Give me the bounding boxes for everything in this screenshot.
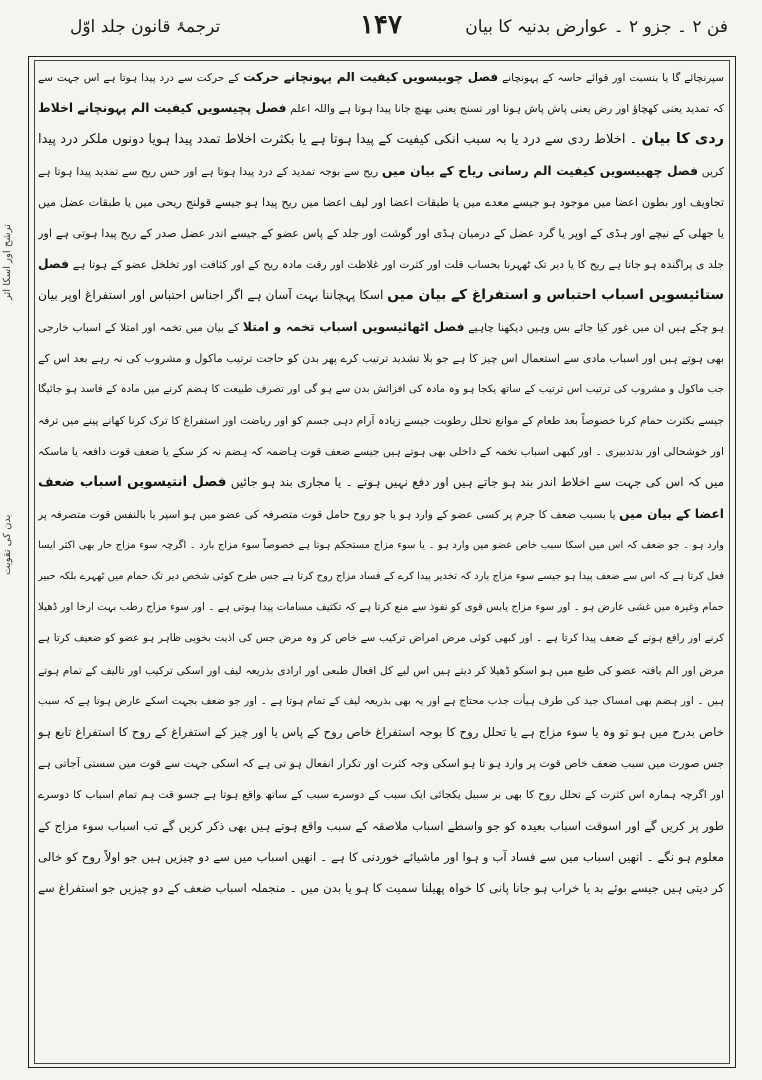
text-line	[38, 873, 724, 904]
text-line	[38, 655, 724, 686]
line-text: میں کہ اس کی جہت سے اخلاط اندر بند ہو جاتے ہیں اور دفع نہیں ہوتے ۔ یا مجاری بند ہو جائیں	[226, 475, 724, 490]
text-line	[38, 561, 724, 592]
section-heading: فصل انتیسویں اسباب ضعف	[38, 474, 227, 491]
header-book-title: ترجمۂ قانون جلد اوّل	[70, 17, 221, 37]
line-text: کریں	[698, 164, 724, 178]
text-line	[38, 779, 724, 810]
text-line	[38, 530, 724, 561]
line-text: جب ماکول و مشروب کی ترتیب اس ترتیب کے ساتھ یکجا ہو وہ مادہ کی افزائش بدن سے ہو گی اور تصرف طبیعت کا ہضم کرنے میں مادہ کے فاسد ہو جائیگا	[38, 382, 724, 395]
section-heading: فصل چوبیسویں کیفیت الم پہونچانے حرکت	[243, 70, 499, 84]
margin-note: ترشح اور اسکا اثر	[2, 224, 13, 300]
line-text: خاص بدرح میں ہو تو وہ یا سوء مزاج ہے یا تحلل روح کا بوجہ استفراغ خاص روح کے پاس یا اور چیز کے استفراغ کے روح کا استفراغ تابع ہو	[38, 724, 724, 739]
line-text: جیسے بکثرت حمام کرنا خصوصاً بعد طعام کے موانع تحلل رطوبت جیسے زیادہ آرام دہی جسم کو اور ریاضت اور استفراغ کا ترک کرنا کھانے پینے میں ترفہ	[38, 414, 724, 428]
line-text: اور خوشحالی اور بدتدبیری ۔ اور کبھی اسباب تخمہ کے داخلی بھی ہوتے ہیں جیسے ضعف قوت ہاضمہ کہ ہضم نہ کر سکے یا ضعف قوت دافعہ یا ماسکہ	[38, 445, 724, 459]
line-text: اسکا پہچاننا بہت آسان ہے اگر اجناس احتباس اور استفراغ اوپر بیان	[38, 288, 388, 303]
line-text: اور اگرچہ ہمارہ اس کثرت کے تحلل روح کا بھی بر سبیل یکجائی ایک سبب کے دوسرے سبب کے ساتھ واقع ہوتا ہے جسو قت ہم تمام اسباب کا دوسرے	[38, 788, 724, 802]
text-line	[38, 748, 724, 779]
line-text: ریح سے بوجہ تمدید کے درد پیدا ہوتا ہے اور حس ریح سے تمدید پیدا ہوتا ہے	[38, 164, 382, 178]
section-heading: فصل اٹھائیسویں اسباب تخمہ و امتلا	[242, 319, 465, 334]
text-line	[38, 280, 724, 311]
line-text: حمام وغیرہ میں غشی عارض ہو ۔ اور سوء مزاج یابس قوی کو نفوذ سے منع کرتا ہے کہ تکثیف مسامات پیدا ہوتی ہے ۔ اور سوء مزاج رطب بہت ارخا اور ڈھیلا	[38, 601, 724, 614]
section-heading: فصل	[38, 257, 70, 272]
body-text	[38, 62, 724, 1062]
text-line	[38, 499, 724, 530]
line-text: معلوم ہو نگے ۔ انھیں اسباب میں سے فساد آب و ہوا اور ماشیائے خوردنی کا ہے ۔ انھیں اسباب میں سے دو چیزیں ہیں جو اولاً روح کو خالی	[38, 849, 724, 864]
text-line	[38, 842, 724, 873]
text-line	[38, 623, 724, 654]
header-section-title: فن ۲ ۔ جزو ۲ ۔ عوارض بدنیہ کا بیان	[465, 17, 728, 37]
section-heading: ستائیسویں اسباب احتباس و استفراغ کے بیان میں	[387, 287, 724, 304]
line-text: یا جھلی کے نیچے اور ہڈی کے اوپر یا گرد عضل کے درمیان ہڈی اور گوشت اور جلد کے پاس عضو کے جیسے اندر عضل صدر کے ریح پیدا ہوتی ہے اور	[38, 226, 724, 240]
text-line	[38, 436, 724, 467]
line-text: وارد ہو ۔ جو ضعف کہ اس میں اسکا سبب خاص عضو میں وارد ہو ۔ یا سوء مزاج مستحکم ہوتا ہے خصوصاً سوء مزاج بارد ۔ اگرچہ سوء مزاج حار بھی اکثر ایسا	[38, 539, 724, 551]
text-line	[38, 62, 724, 93]
line-text: مرض اور الم یافتہ عضو کی طبع میں ہو اسکو ڈھیلا کر دیتے ہیں اس لیے کل افعال طبعی اور ارادی بذریعہ لیف اور اسکی ترکیب اور تالیف کے تمام ہوتے	[38, 663, 724, 677]
line-text: بھی ہوتے ہیں اور اسباب مادی سے استعمال اس چیز کا ہے جو بلا تشدید ترتیب کرے پھر بدن کو حاجت ترتیب ماکول و مشروب کی نہ رہے بعد اس کے	[38, 351, 724, 365]
text-line	[38, 811, 724, 842]
section-heading: اعضا کے بیان میں	[619, 506, 724, 521]
section-heading: فصل پچیسویں کیفیت الم پہونچانے اخلاط	[38, 101, 287, 116]
line-text: ہیں ۔ اور ہضم بھی امساک جید کی طرف ہیأت جذب محتاج ہے اور یہ بھی بذریعہ لیف کے تمام ہوتا ہے ۔ اور جو ضعف بجہت اسکے عارض ہوتا ہے کہ سبب	[38, 694, 724, 707]
text-line	[38, 312, 724, 343]
text-line	[38, 592, 724, 623]
margin-note: بدن کی تقویت	[2, 514, 13, 575]
line-text: کے حرکت سے درد پیدا ہوتا ہے اس جہت سے	[38, 72, 244, 84]
text-line	[38, 405, 724, 436]
text-line	[38, 124, 724, 155]
text-line	[38, 374, 724, 405]
line-text: ۔ اخلاط ردی سے درد یا بہ سبب انکی کیفیت کے پیدا ہوتا ہے یا بکثرت اخلاط تمدد پیدا ہویا دونوں ملکر درد پیدا	[38, 132, 642, 148]
page-number: ۱۴۷	[360, 10, 402, 40]
line-text: یا بسبب ضعف کا جرم پر کسی عضو کے وارد ہو یا جو روح حامل قوت متصرفہ کی عضو میں ہو اسپر یا بالنفس قوت متصرفہ پر	[38, 507, 620, 521]
line-text: فعل کرتا ہے کہ اس سے ضعف پیدا ہو جیسے سوء مزاج بارد کہ تخدیر پیدا کرے کے فساد مزاج روح کرتا ہے جس طرح کوئی شخص دیر تک حمام میں ٹھہرے بلکہ حبیر	[38, 571, 724, 582]
line-text: جلد ی پراگندہ ہو جاتا ہے ریح کا یا دیر تک ٹھہرنا بحساب قلت اور کثرت اور غلاظت اور رقت مادہ ریح کے اور کثافت اور تخلخل عضو کے ہوتا ہے	[69, 258, 724, 272]
line-text: طور پر کریں گے اور اسوقت اسباب بعیدہ کو جو واسطے اسباب ملاصقہ کے سبب واقع ہوتے ہیں بھی ذکر کریں گے تب اسباب سوء مزاج کے	[38, 818, 724, 833]
line-text: سپرنچائے گا یا بنسبت اور قوائے حاسہ کے پہونچانے	[498, 72, 724, 84]
text-line	[38, 93, 724, 124]
text-line	[38, 717, 724, 748]
text-line	[38, 343, 724, 374]
text-line	[38, 249, 724, 280]
text-line	[38, 218, 724, 249]
line-text: جس صورت میں سبب ضعف خاص قوت پر وارد ہو تا ہو اسکی وجہ کثرت اور تکرار انفعال ہو تی ہے کہ اسکی جہت سے قوت میں سستی آجاتی ہے	[38, 757, 724, 771]
line-text: کے بیان میں تخمہ اور امتلا کے اسباب خارجی	[38, 320, 243, 334]
text-line	[38, 187, 724, 218]
text-line	[38, 467, 724, 498]
line-text: ہو چکے ہیں ان میں غور کیا جائے بس وہیں دیکھنا چاہیے	[464, 320, 724, 334]
line-text: کرنے اور رافع ہونے کے ضعف پیدا کرتا ہے ۔ اور کبھی کوئی مرض امراض ترکیب سے خاص کر وہ مرض جس کی اذیت بخوبی ظاہر ہو عضو کو ضعیف کرتا ہے	[38, 632, 724, 645]
line-text: تجاویف اور بطون اعضا میں موجود ہو جیسے معدے میں یا طبقات اعضا اور لیف اعضا میں ریح پیدا ہو جیسے قولنج ریحی میں یا طبقات عضل میں	[38, 195, 724, 209]
line-text: کر دیتی ہیں جیسے بوئے بد یا خراب ہو جانا پانی کا خواہ پھیلنا سمیت کا ہو یا بدن میں ۔ منجملہ اسباب ضعف کے دو چیزیں جو استفراغ سے	[38, 880, 724, 895]
text-line	[38, 156, 724, 187]
text-line	[38, 686, 724, 717]
page-header	[22, 10, 740, 46]
section-heading: ردی کا بیان	[641, 131, 724, 148]
line-text: کہ تمدید یعنی کھچاؤ اور رض یعنی پاش پاش ہونا اور تسنج یعنی بھنچ جانا پیدا ہوتا ہے واللہ اعلم	[286, 102, 724, 116]
section-heading: فصل چھبیسویں کیفیت الم رسانی ریاح کے بیان میں	[381, 163, 699, 178]
